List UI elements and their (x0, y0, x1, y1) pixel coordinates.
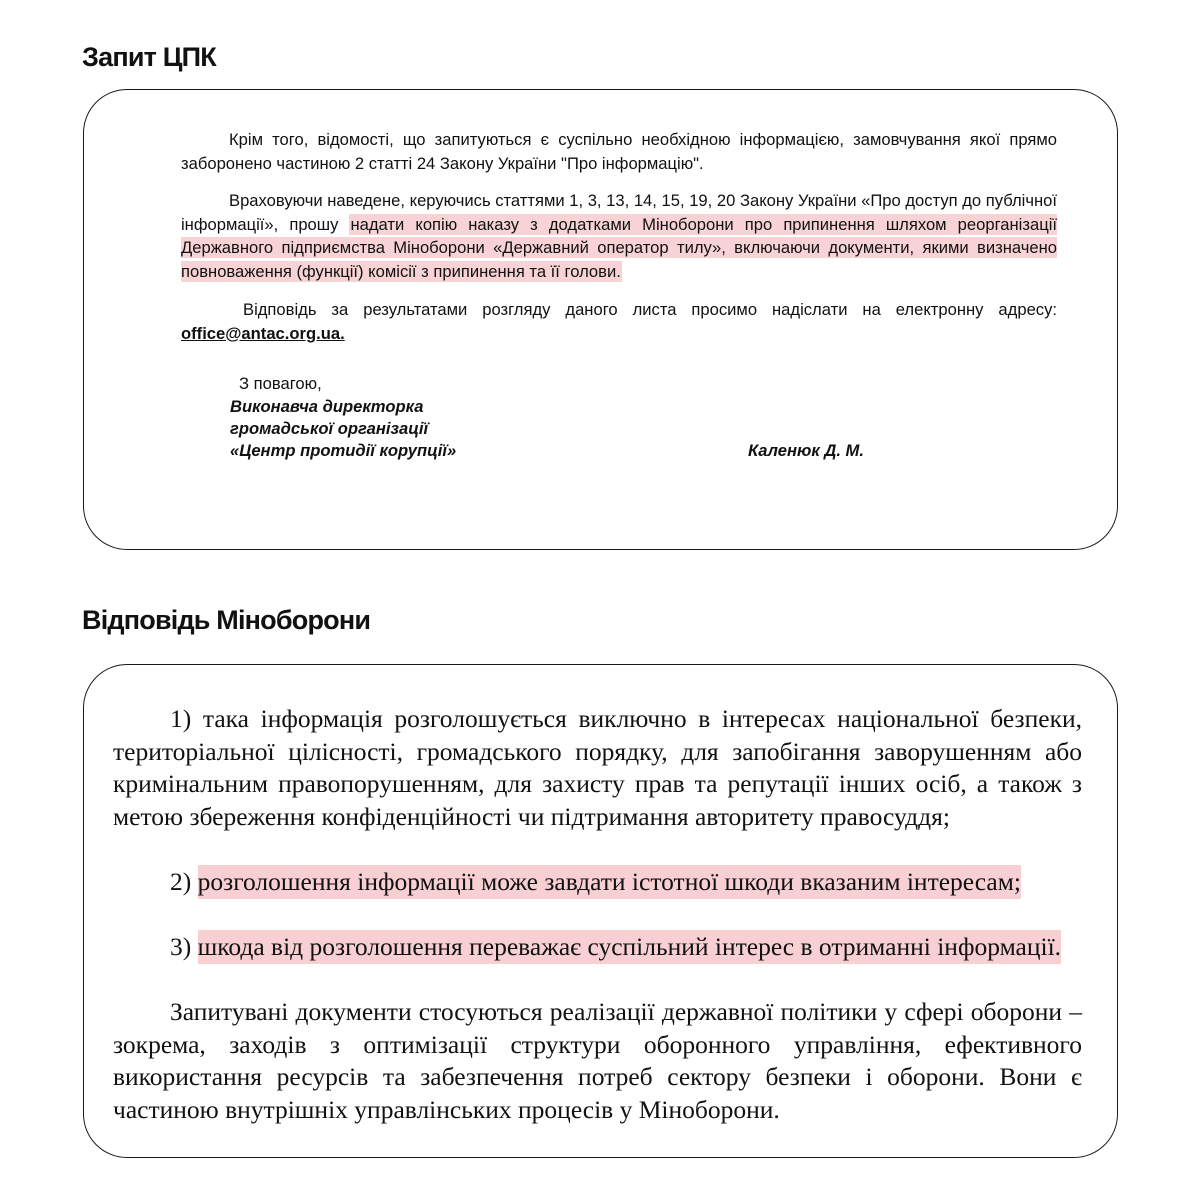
signature-position-block (230, 396, 456, 462)
response-item-1-text: така інформація розголошується виключно в інтересах національної безпеки, територіальної цілісності, громадського порядку, для запобігання заворушенням або кримінальним правопорушенням, для захисту прав та репутації інших осіб, а також з метою збереження конфіденційності чи підтримання авторитету правосуддя; (113, 704, 1083, 831)
request-demand-lead-text: Враховуючи наведене, керуючись статтями 1, 3, 13, 14, 15, 19, 20 Закону України «Про доступ до публічної інформації», прошу (181, 191, 1057, 234)
response-item-2-number: 2) (170, 867, 192, 896)
response-item-3-number: 3) (170, 932, 192, 961)
request-paragraph-public-interest (181, 128, 1057, 175)
response-item-3 (113, 931, 1082, 964)
response-item-1-number: 1) (170, 704, 192, 733)
response-item-2-highlight: розголошення інформації може завдати істотної шкоди вказаним інтересам; (198, 865, 1021, 899)
response-item-1 (113, 703, 1082, 833)
request-letter-card (83, 89, 1118, 550)
email-link[interactable]: office@antac.org.ua. (181, 323, 345, 343)
request-paragraph-demand (181, 189, 1057, 283)
response-item-3-highlight: шкода від розголошення переважає суспільний інтерес в отриманні інформації. (198, 930, 1061, 964)
request-demand-highlight: надати копію наказу з додатками Міноборони про припинення шляхом реорганізації Державного підприємства Міноборони «Державний оператор тилу», включаючи документи, якими визначено повноваження (функції) комісії з припинення та її голови. (181, 214, 1057, 281)
response-conclusion (113, 996, 1082, 1126)
signer-organization-line: громадської організації (230, 419, 429, 438)
request-reply-text: Відповідь за результатами розгляду даного листа просимо надіслати на електронну адресу: (243, 300, 1057, 319)
response-section-title: Відповідь Міноборони (82, 605, 371, 635)
signer-position-line: Виконавча директорка (230, 397, 424, 416)
response-conclusion-text: Запитувані документи стосуються реалізації державної політики у сфері оборони – зокрема, заходів з оптимізації структури оборонного управління, ефективного використання ресурсів та забезпечення потреб сектору безпеки і оборони. Вони є частиною внутрішніх управлінських процесів у Міноборони. (113, 997, 1082, 1124)
response-letter-card (83, 664, 1118, 1158)
request-section-title: Запит ЦПК (82, 42, 216, 72)
signer-name: Каленюк Д. М. (748, 441, 864, 460)
response-item-2 (113, 866, 1082, 899)
signer-organization-name: «Центр протидії корупції» (230, 441, 457, 460)
signature-regards: З повагою, (239, 374, 322, 393)
request-paragraph-reply-address (181, 298, 1057, 345)
request-paragraph-public-interest-text: Крім того, відомості, що запитуються є суспільно необхідною інформацією, замовчування якої прямо заборонено частиною 2 статті 24 Закону України "Про інформацію". (181, 130, 1057, 173)
